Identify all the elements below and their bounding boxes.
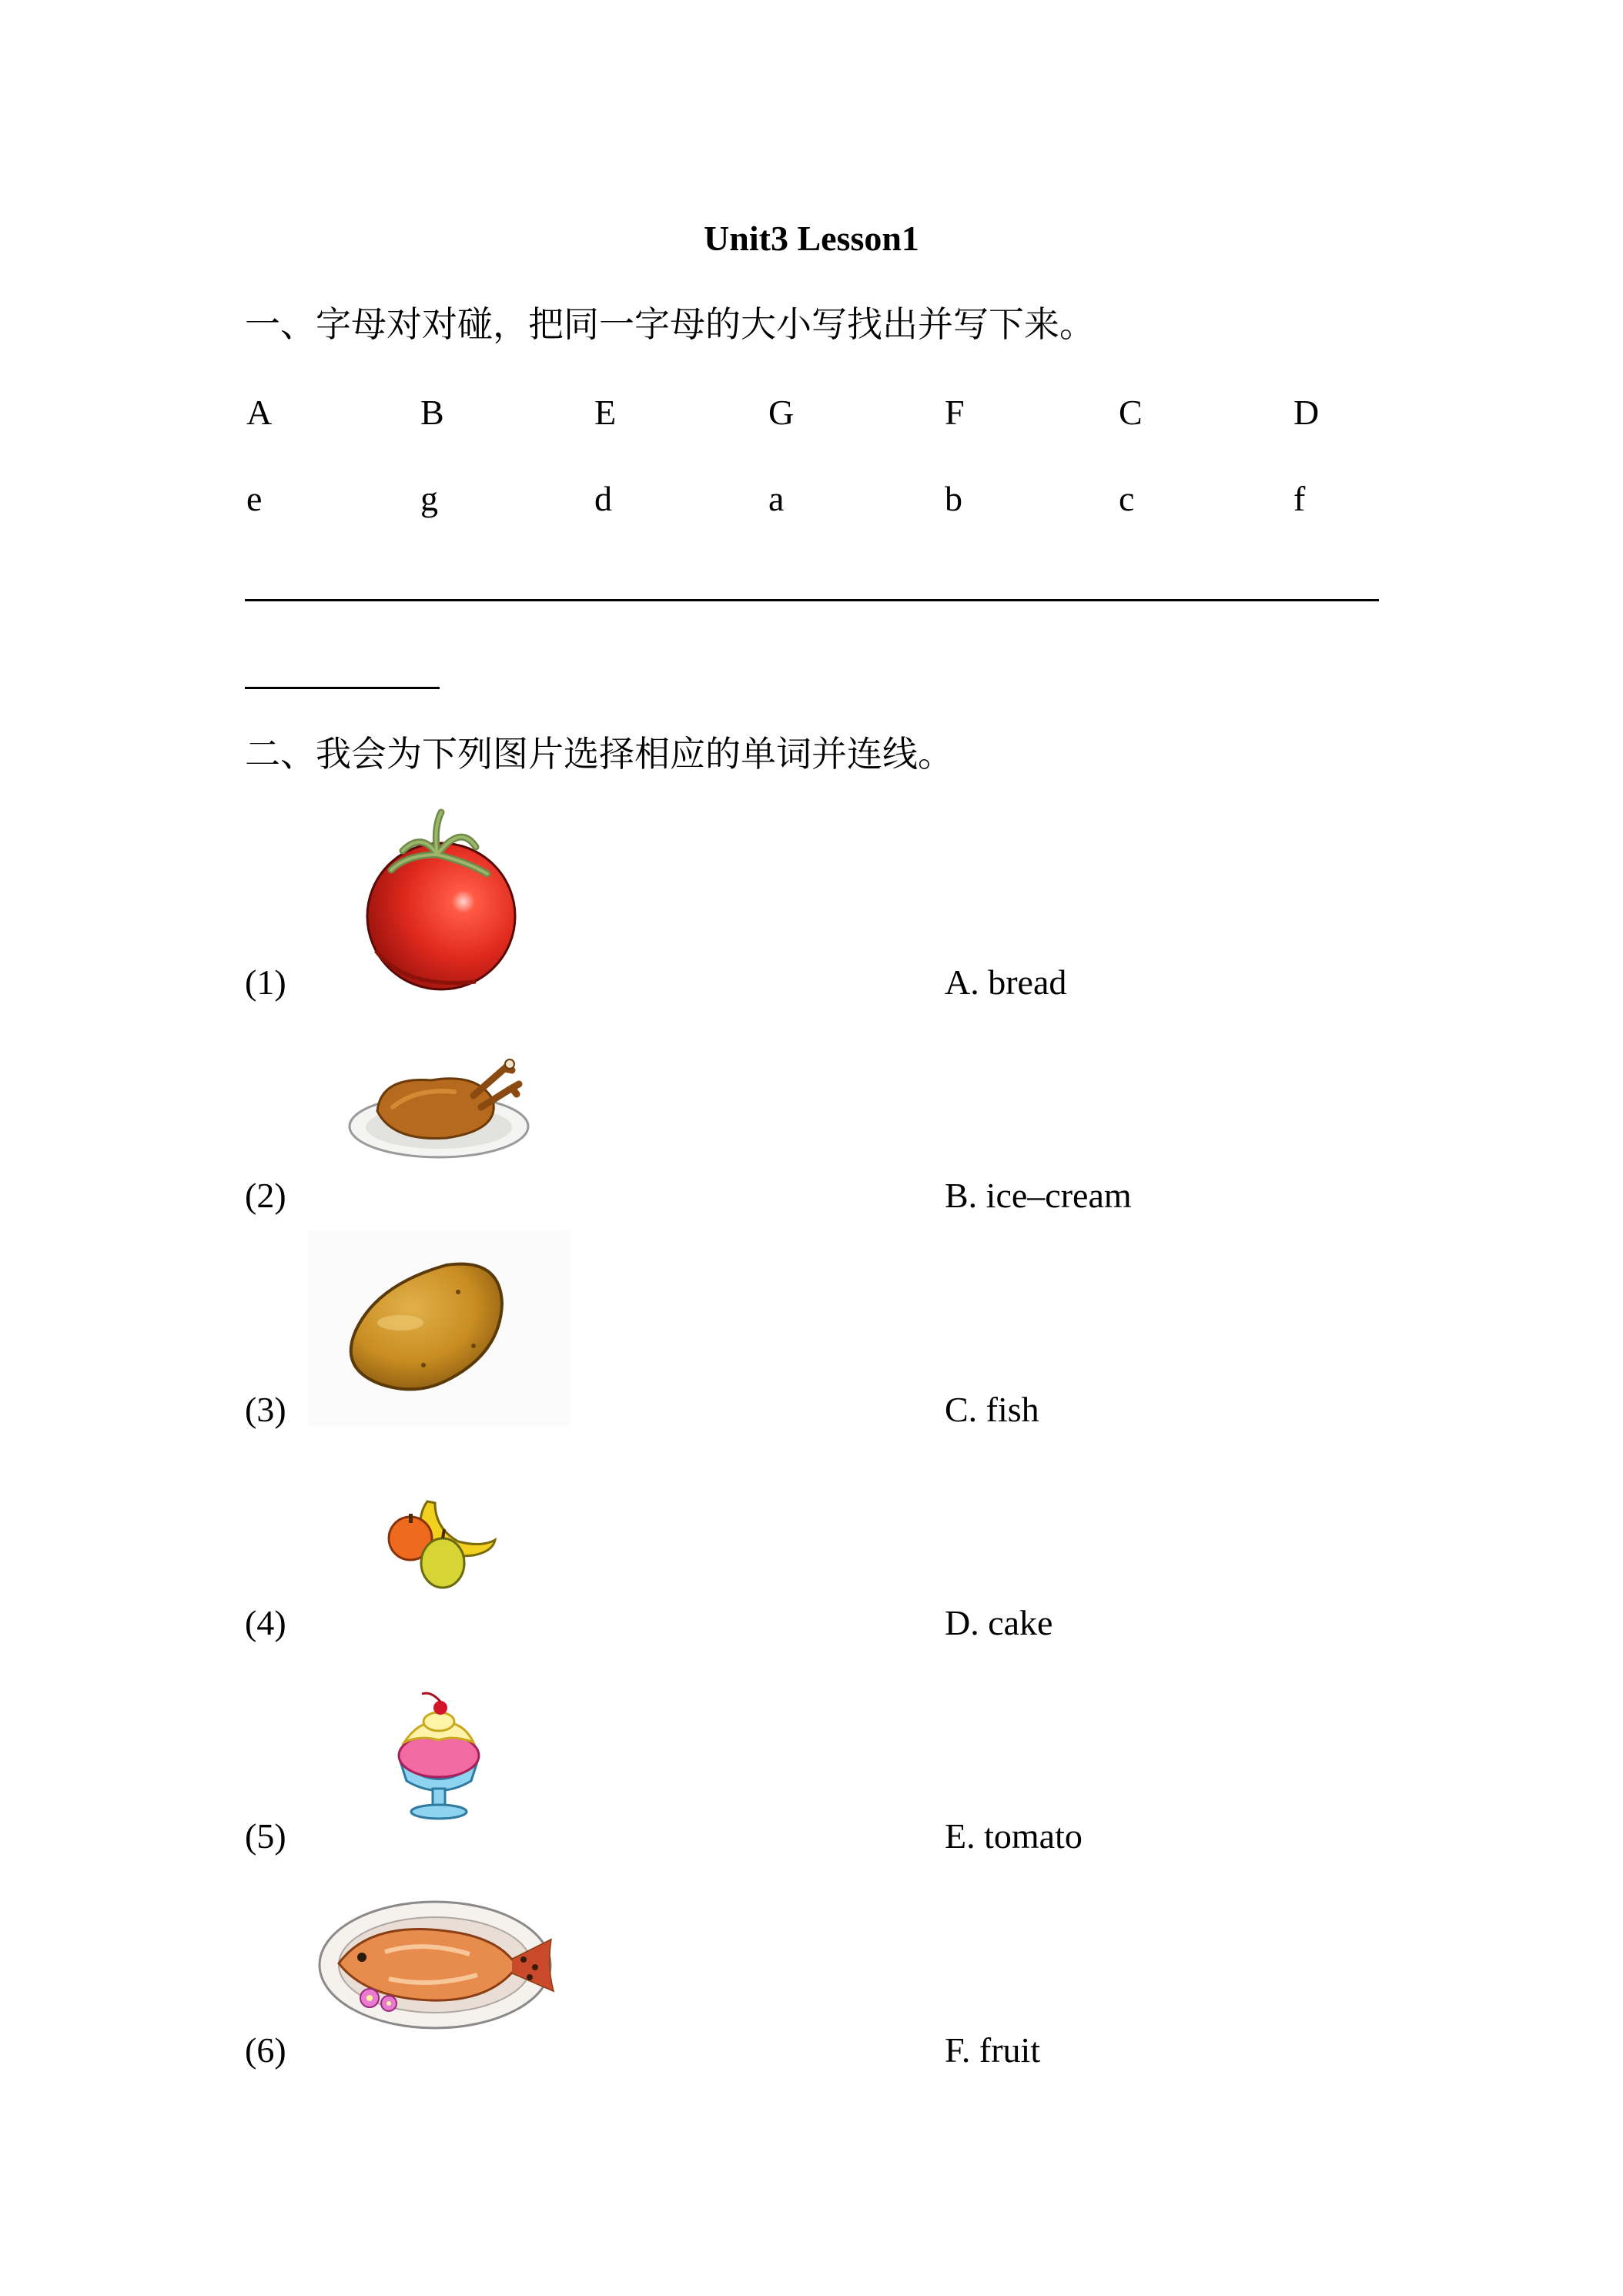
uppercase-letter: A <box>246 393 273 432</box>
item-number: (1) <box>245 962 286 1002</box>
item-number: (2) <box>245 1176 286 1215</box>
item-number: (5) <box>245 1816 286 1856</box>
item-number: (3) <box>245 1390 286 1429</box>
tomato-picture <box>360 808 522 993</box>
section2-heading: 二、我会为下列图片选择相应的单词并连线。 <box>245 735 953 774</box>
ice-cream-picture <box>385 1685 493 1822</box>
lowercase-letter: d <box>594 479 612 518</box>
option-label[interactable]: C. fish <box>945 1390 1039 1429</box>
lowercase-letter: f <box>1293 479 1306 518</box>
uppercase-letter: G <box>768 393 795 432</box>
option-label[interactable]: A. bread <box>945 962 1067 1002</box>
uppercase-letter: B <box>420 393 444 432</box>
fish-dish-picture <box>316 1894 562 2033</box>
lowercase-letter: a <box>768 479 785 518</box>
lowercase-letter: g <box>420 479 438 518</box>
option-label[interactable]: E. tomato <box>945 1816 1083 1856</box>
answer-line[interactable] <box>245 599 1379 601</box>
page-title: Unit3 Lesson1 <box>704 219 919 258</box>
item-number: (4) <box>245 1603 286 1642</box>
uppercase-letter: E <box>594 393 617 432</box>
option-label[interactable]: B. ice–cream <box>945 1176 1132 1215</box>
lowercase-letter: c <box>1119 479 1135 518</box>
section1-heading: 一、字母对对碰，把同一字母的大小写找出并写下来。 <box>245 305 1095 344</box>
fruit-picture <box>381 1486 497 1594</box>
potato-picture <box>308 1230 570 1426</box>
answer-line[interactable] <box>245 687 440 689</box>
uppercase-letter: D <box>1293 393 1320 432</box>
option-label[interactable]: D. cake <box>945 1603 1053 1642</box>
roast-chicken-picture <box>346 1053 531 1167</box>
option-label[interactable]: F. fruit <box>945 2030 1041 2070</box>
item-number: (6) <box>245 2030 286 2070</box>
lowercase-letter: e <box>246 479 263 518</box>
lowercase-letter: b <box>945 479 962 518</box>
uppercase-letter: F <box>945 393 965 432</box>
uppercase-letter: C <box>1119 393 1143 432</box>
